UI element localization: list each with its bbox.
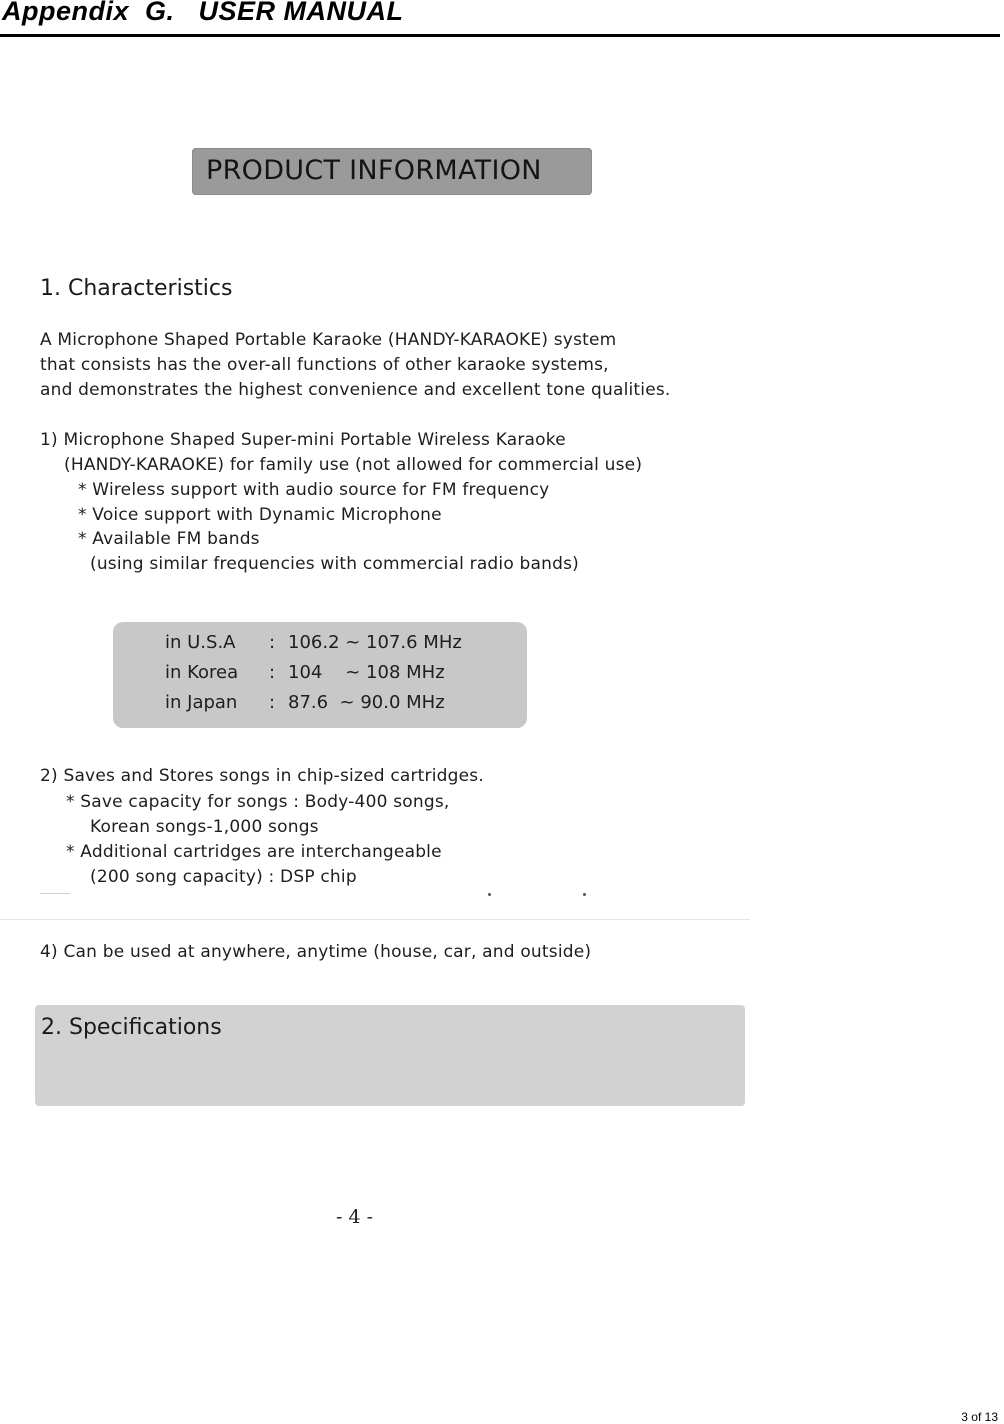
specifications-heading: 2. Specifications <box>41 1015 222 1040</box>
page-number: - 4 - <box>336 1206 374 1228</box>
fm-band-range: 87.6 ~ 90.0 MHz <box>288 692 445 713</box>
item2-bullet: * Additional cartridges are interchangeable <box>66 842 442 862</box>
scan-mark <box>0 919 750 920</box>
scan-mark <box>40 893 70 894</box>
fm-band-colon: : <box>269 632 276 653</box>
item1-note: (using similar frequencies with commercial radio bands) <box>90 554 580 574</box>
item1-title: 1) Microphone Shaped Super-mini Portable Wireless Karaoke <box>40 430 566 450</box>
item1-bullet: * Voice support with Dynamic Microphone <box>78 505 442 525</box>
sheet-counter: 3 of 13 <box>961 1410 998 1424</box>
characteristics-heading: 1. Characteristics <box>40 276 233 301</box>
item2-bullet: * Save capacity for songs : Body-400 songs, <box>66 792 450 812</box>
fm-band-location: in Korea <box>165 662 239 683</box>
specifications-box <box>35 1005 745 1106</box>
banner-label: PRODUCT INFORMATION <box>206 155 542 186</box>
item2-continuation: Korean songs-1,000 songs <box>90 817 319 837</box>
item4-line: 4) Can be used at anywhere, anytime (house, car, and outside) <box>40 942 592 962</box>
intro-line: that consists has the over-all functions of other karaoke systems, <box>40 355 609 375</box>
item1-subtitle: (HANDY-KARAOKE) for family use (not allowed for commercial use) <box>64 455 643 475</box>
fm-bands-box <box>113 622 527 728</box>
product-information-banner <box>192 148 592 195</box>
fm-band-colon: : <box>269 692 276 713</box>
item2-continuation: (200 song capacity) : DSP chip <box>90 867 357 887</box>
header-divider <box>0 34 1000 37</box>
item2-title: 2) Saves and Stores songs in chip-sized cartridges. <box>40 766 484 786</box>
fm-band-colon: : <box>269 662 276 683</box>
fm-band-range: 104 ~ 108 MHz <box>288 662 445 683</box>
scan-dot <box>488 893 491 896</box>
fm-band-range: 106.2 ~ 107.6 MHz <box>288 632 462 653</box>
intro-line: and demonstrates the highest convenience and excellent tone qualities. <box>40 380 671 400</box>
scan-dot <box>583 893 586 896</box>
fm-band-location: in U.S.A <box>165 632 236 653</box>
item1-bullet: * Wireless support with audio source for FM frequency <box>78 480 550 500</box>
fm-band-location: in Japan <box>165 692 238 713</box>
document-header-title: Appendix G. USER MANUAL <box>2 0 404 26</box>
intro-line: A Microphone Shaped Portable Karaoke (HANDY-KARAOKE) system <box>40 330 617 350</box>
item1-bullet: * Available FM bands <box>78 529 260 549</box>
